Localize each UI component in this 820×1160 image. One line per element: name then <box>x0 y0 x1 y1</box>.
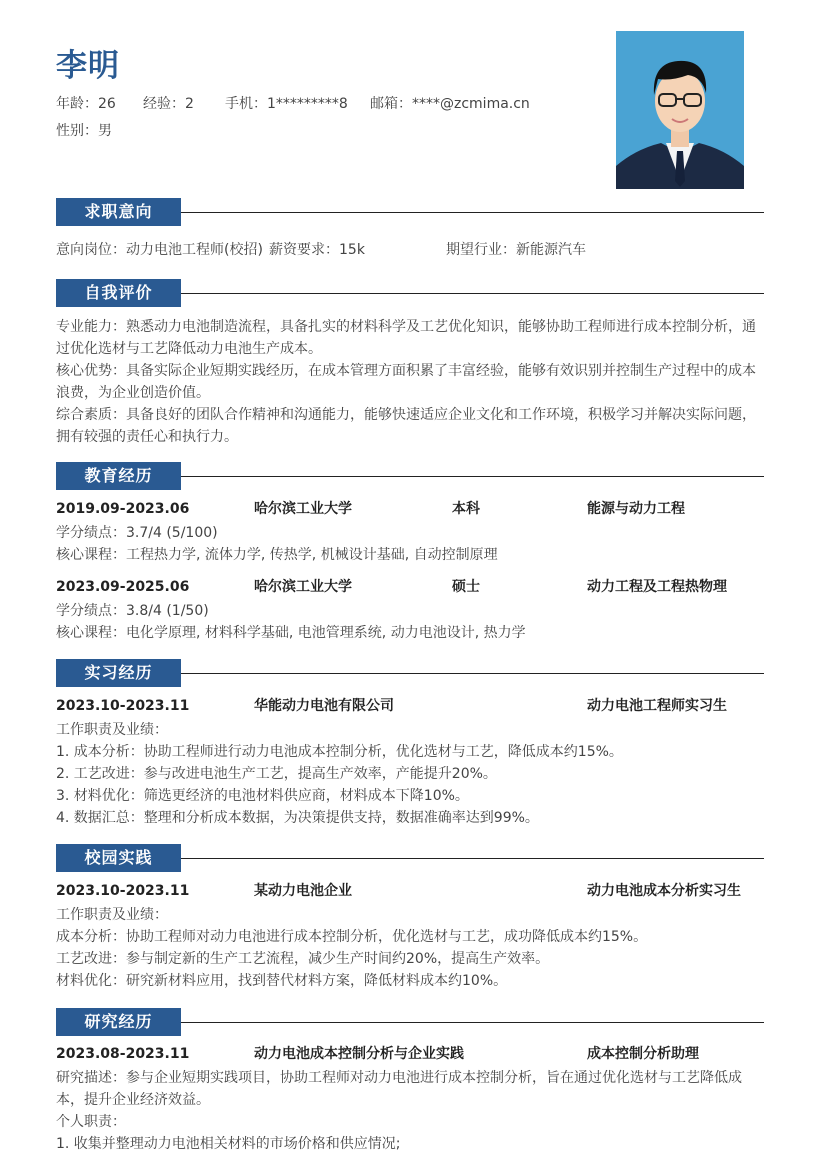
section-header-research <box>56 1008 764 1036</box>
self-paragraph-1: 专业能力：熟悉动力电池制造流程，具备扎实的材料科学及工艺优化知识，能够协助工程师进行成本控制分析，通过优化选材与工艺降低动力电池生产成本。 <box>56 319 756 357</box>
section-title: 研究经历 <box>56 1008 181 1036</box>
section-header-intent <box>56 198 764 226</box>
section-divider <box>181 476 764 477</box>
section-divider <box>181 858 764 859</box>
campus-period: 2023.10-2023.11 <box>56 883 190 899</box>
intern-period: 2023.10-2023.11 <box>56 698 190 714</box>
section-title: 求职意向 <box>56 198 181 226</box>
intent-salary: 薪资要求：15k <box>269 242 365 258</box>
campus-label: 工作职责及业绩： <box>56 907 168 923</box>
intern-role: 动力电池工程师实习生 <box>587 698 727 714</box>
intent-industry: 期望行业：新能源汽车 <box>446 242 586 258</box>
section-header-internship <box>56 659 764 687</box>
phone: 手机：1*********8 <box>225 96 348 112</box>
age: 年龄：26 <box>56 96 116 112</box>
edu-school: 哈尔滨工业大学 <box>254 579 352 595</box>
section-title: 教育经历 <box>56 462 181 490</box>
self-paragraph-3: 综合素质：具备良好的团队合作精神和沟通能力，能够快速适应企业文化和工作环境，积极学习并解决实际问题，拥有较强的责任心和执行力。 <box>56 407 756 445</box>
edu-gpa: 学分绩点：3.8/4 (1/50) <box>56 603 209 619</box>
section-title: 实习经历 <box>56 659 181 687</box>
edu-major: 动力工程及工程热物理 <box>587 579 727 595</box>
edu-period: 2019.09-2023.06 <box>56 501 190 517</box>
edu-school: 哈尔滨工业大学 <box>254 501 352 517</box>
intent-position: 意向岗位：动力电池工程师(校招) <box>56 242 263 258</box>
experience: 经验：2 <box>143 96 194 112</box>
edu-courses: 核心课程：电化学原理, 材料科学基础, 电池管理系统, 动力电池设计, 热力学 <box>56 625 526 641</box>
intern-line: 2. 工艺改进：参与改进电池生产工艺，提高生产效率，产能提升20%。 <box>56 766 497 782</box>
email: 邮箱：****@zcmima.cn <box>370 96 530 112</box>
intern-line: 3. 材料优化：筛选更经济的电池材料供应商，材料成本下降10%。 <box>56 788 469 804</box>
campus-role: 动力电池成本分析实习生 <box>587 883 741 899</box>
section-header-education <box>56 462 764 490</box>
campus-line: 工艺改进：参与制定新的生产工艺流程，减少生产时间约20%，提高生产效率。 <box>56 951 550 967</box>
campus-company: 某动力电池企业 <box>254 883 352 899</box>
intern-company: 华能动力电池有限公司 <box>254 698 394 714</box>
research-project: 动力电池成本控制分析与企业实践 <box>254 1046 464 1062</box>
research-duty-line: 1. 收集并整理动力电池相关材料的市场价格和供应情况; <box>56 1136 401 1152</box>
edu-degree: 本科 <box>452 501 480 517</box>
resume-page <box>56 0 764 1160</box>
campus-line: 材料优化：研究新材料应用，找到替代材料方案，降低材料成本约10%。 <box>56 973 508 989</box>
edu-major: 能源与动力工程 <box>587 501 685 517</box>
section-divider <box>181 212 764 213</box>
research-duty-label: 个人职责： <box>56 1114 126 1130</box>
intern-line: 1. 成本分析：协助工程师进行动力电池成本控制分析，优化选材与工艺，降低成本约15%。 <box>56 744 623 760</box>
section-title: 校园实践 <box>56 844 181 872</box>
profile-photo <box>616 31 744 189</box>
edu-period: 2023.09-2025.06 <box>56 579 190 595</box>
research-role: 成本控制分析助理 <box>587 1046 699 1062</box>
section-header-campus <box>56 844 764 872</box>
edu-courses: 核心课程：工程热力学, 流体力学, 传热学, 机械设计基础, 自动控制原理 <box>56 547 498 563</box>
candidate-name: 李明 <box>56 48 120 84</box>
intern-line: 4. 数据汇总：整理和分析成本数据，为决策提供支持，数据准确率达到99%。 <box>56 810 539 826</box>
section-divider <box>181 1022 764 1023</box>
self-paragraph-2: 核心优势：具备实际企业短期实践经历，在成本管理方面积累了丰富经验，能够有效识别并控制生产过程中的成本浪费，为企业创造价值。 <box>56 363 756 401</box>
campus-line: 成本分析：协助工程师对动力电池进行成本控制分析，优化选材与工艺，成功降低成本约15%。 <box>56 929 648 945</box>
edu-degree: 硕士 <box>452 579 480 595</box>
basic-info-row <box>56 94 530 114</box>
research-period: 2023.08-2023.11 <box>56 1046 190 1062</box>
section-header-self <box>56 279 764 307</box>
section-divider <box>181 293 764 294</box>
section-divider <box>181 673 764 674</box>
edu-gpa: 学分绩点：3.7/4 (5/100) <box>56 525 218 541</box>
research-description: 研究描述：参与企业短期实践项目，协助工程师对动力电池进行成本控制分析，旨在通过优化选材与工艺降低成本，提升企业经济效益。 <box>56 1070 742 1108</box>
intern-label: 工作职责及业绩： <box>56 722 168 738</box>
section-title: 自我评价 <box>56 279 181 307</box>
gender: 性别：男 <box>56 123 112 139</box>
